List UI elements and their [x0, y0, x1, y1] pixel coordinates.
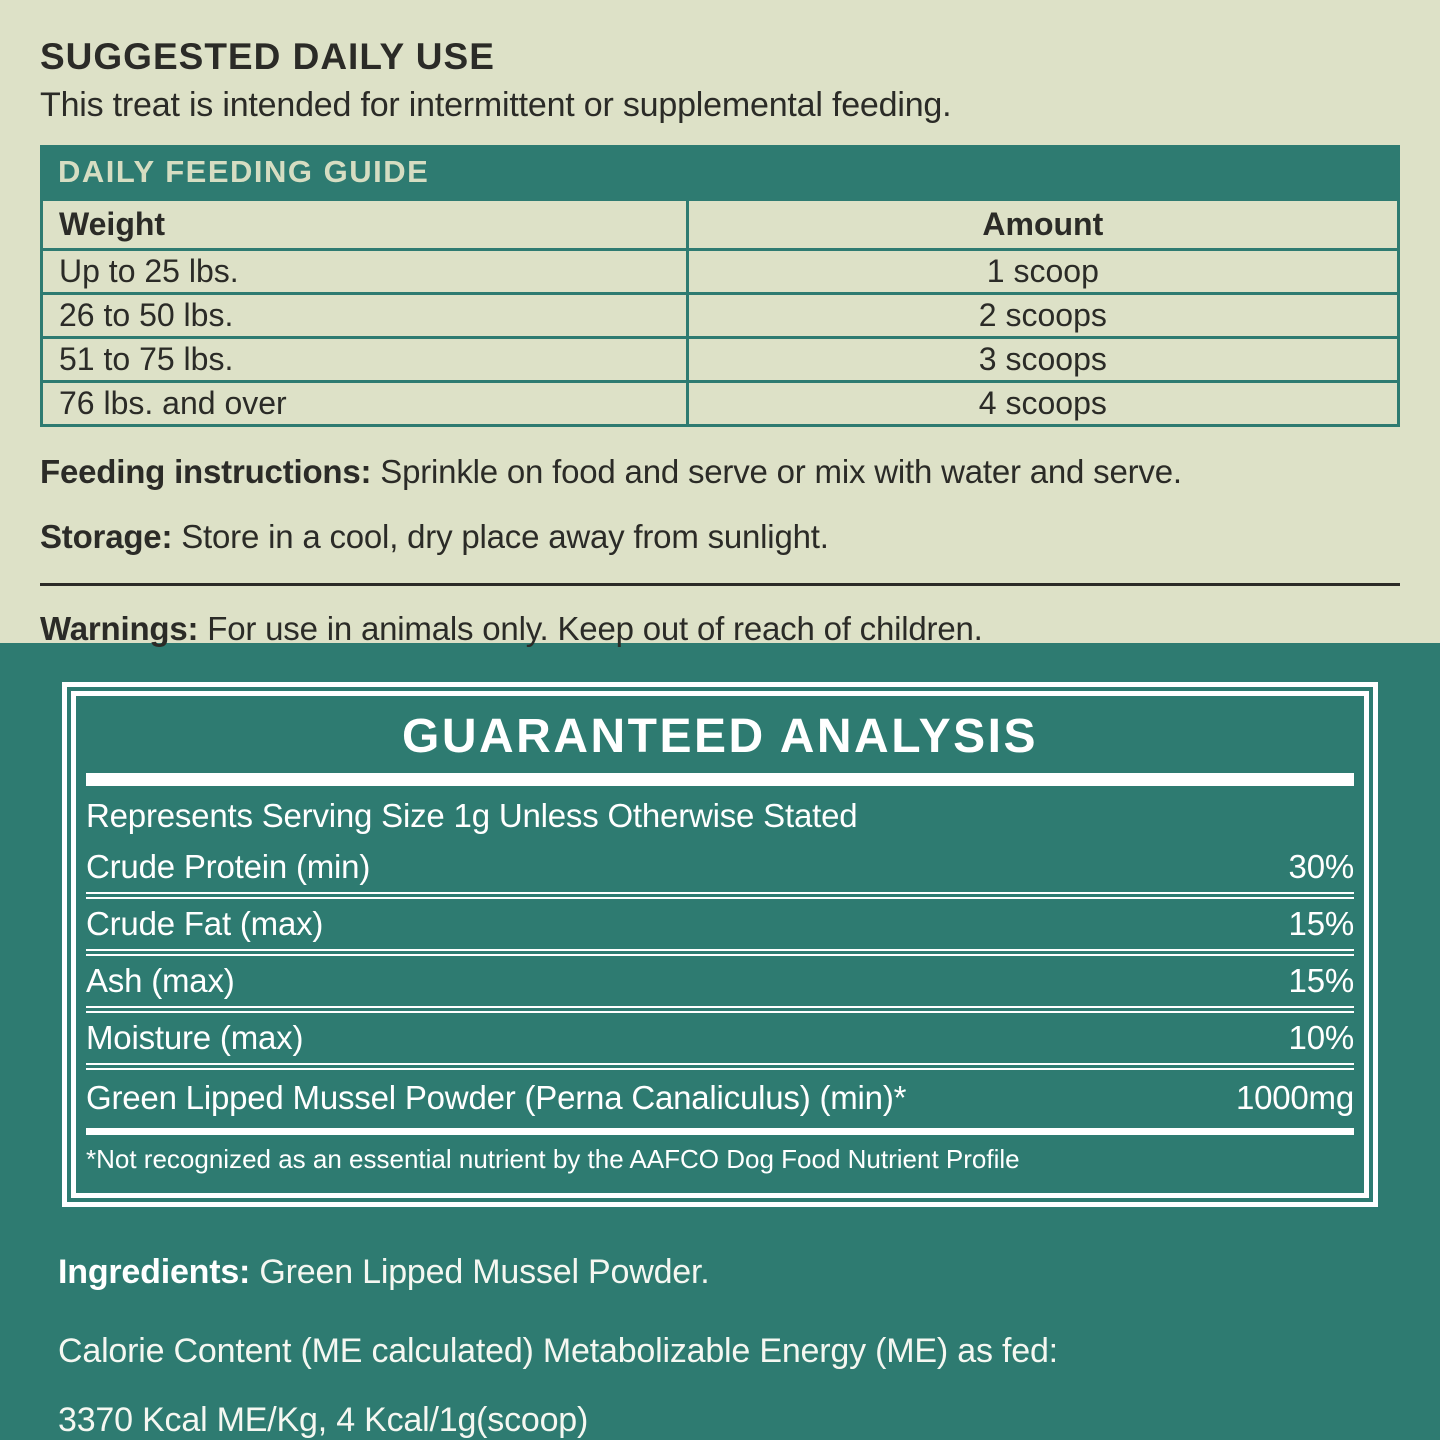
- amount-cell: 2 scoops: [687, 294, 1398, 338]
- table-row: [42, 338, 1399, 382]
- analysis-row: [86, 899, 1354, 956]
- suggested-daily-use-heading: SUGGESTED DAILY USE: [40, 36, 495, 77]
- storage-label: Storage:: [40, 518, 173, 555]
- feeding-instructions-label: Feeding instructions:: [40, 453, 372, 490]
- amount-cell: 3 scoops: [687, 338, 1398, 382]
- analysis-row: [86, 1070, 1354, 1128]
- ingredients-label: Ingredients:: [58, 1253, 251, 1291]
- calorie-value-line: 3370 Kcal ME/Kg, 4 Kcal/1g(scoop): [58, 1401, 589, 1439]
- feeding-instructions-text: Sprinkle on food and serve or mix with water and serve.: [371, 453, 1182, 490]
- weight-cell: 51 to 75 lbs.: [42, 338, 688, 382]
- table-header-row: [42, 200, 1399, 250]
- weight-cell: 76 lbs. and over: [42, 382, 688, 426]
- serving-size-note: Represents Serving Size 1g Unless Otherwise Stated: [86, 797, 858, 834]
- analysis-value: 15%: [1288, 962, 1354, 999]
- ingredients-text: Green Lipped Mussel Powder.: [250, 1253, 710, 1291]
- feeding-guide-grid: [40, 198, 1400, 427]
- analysis-label: Crude Fat (max): [86, 905, 324, 942]
- footnote-divider-rule: [86, 1128, 1354, 1135]
- analysis-label: Green Lipped Mussel Powder (Perna Canaliculus) (min)*: [86, 1079, 907, 1116]
- warnings-text: For use in animals only. Keep out of reach of children.: [198, 610, 983, 647]
- guaranteed-analysis-title: GUARANTEED ANALYSIS: [401, 710, 1038, 763]
- warnings-label: Warnings:: [40, 610, 199, 647]
- analysis-row: [86, 956, 1354, 1013]
- calorie-content-line: Calorie Content (ME calculated) Metabolizable Energy (ME) as fed:: [58, 1332, 1058, 1370]
- analysis-row: [86, 1013, 1354, 1070]
- guaranteed-analysis-box: [62, 682, 1378, 1207]
- table-row: [42, 294, 1399, 338]
- analysis-value: 10%: [1288, 1019, 1354, 1056]
- guaranteed-analysis-inner-frame: [71, 691, 1369, 1198]
- analysis-row: [86, 842, 1354, 899]
- weight-cell: 26 to 50 lbs.: [42, 294, 688, 338]
- daily-feeding-guide-table: [40, 145, 1400, 427]
- analysis-label: Ash (max): [86, 962, 235, 999]
- table-row: [42, 250, 1399, 294]
- amount-column-header: Amount: [687, 200, 1398, 250]
- weight-cell: Up to 25 lbs.: [42, 250, 688, 294]
- amount-cell: 1 scoop: [687, 250, 1398, 294]
- warnings-divider: [40, 583, 1400, 586]
- intermittent-feeding-note: This treat is intended for intermittent or supplemental feeding.: [40, 86, 952, 124]
- guaranteed-analysis-section: [0, 643, 1440, 1440]
- aafco-footnote: *Not recognized as an essential nutrient by the AAFCO Dog Food Nutrient Profile: [86, 1144, 1020, 1174]
- ingredients-line: [58, 1253, 1440, 1292]
- amount-cell: 4 scoops: [687, 382, 1398, 426]
- storage-line: [40, 518, 1400, 556]
- analysis-label: Moisture (max): [86, 1019, 304, 1056]
- title-underline-rule: [86, 773, 1354, 786]
- storage-text: Store in a cool, dry place away from sunlight.: [172, 518, 829, 555]
- analysis-value: 1000mg: [1235, 1079, 1354, 1116]
- analysis-value: 30%: [1288, 848, 1354, 885]
- feeding-instructions-line: [40, 453, 1400, 491]
- analysis-value: 15%: [1288, 905, 1354, 942]
- suggested-daily-use-section: [0, 0, 1440, 647]
- table-row: [42, 382, 1399, 426]
- weight-column-header: Weight: [42, 200, 688, 250]
- feeding-guide-title-bar: DAILY FEEDING GUIDE: [40, 145, 1400, 198]
- analysis-label: Crude Protein (min): [86, 848, 371, 885]
